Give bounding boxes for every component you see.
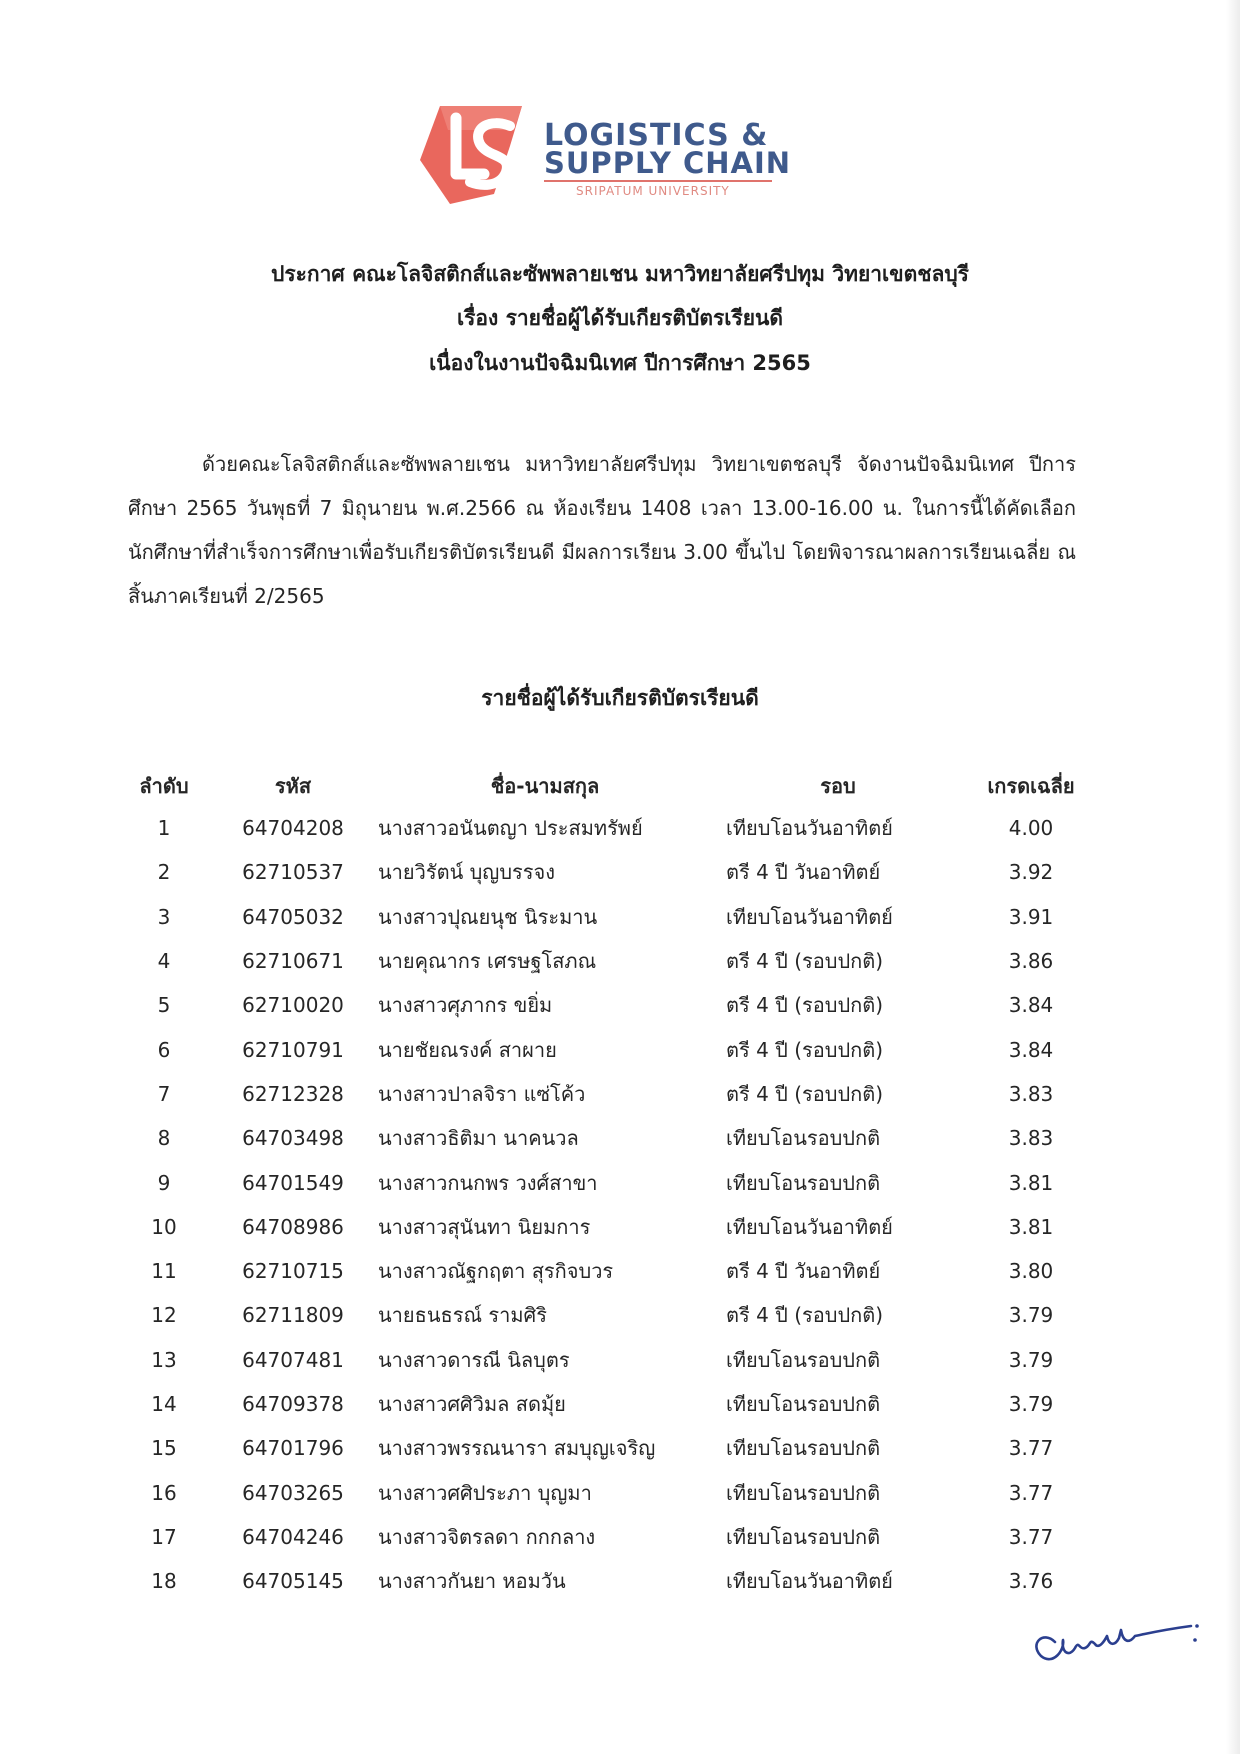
signature-mark — [1025, 1600, 1205, 1680]
cell-no: 2 — [157, 860, 171, 885]
cell-gpa: 3.77 — [1008, 1436, 1054, 1461]
cell-round: ตรี 4 ปี (รอบปกติ) — [726, 1037, 884, 1062]
logo-text-line2: SUPPLY CHAIN — [544, 146, 792, 180]
cell-name: นางสาวอนันตญา ประสมทรัพย์ — [378, 816, 643, 841]
cell-no: 17 — [151, 1524, 177, 1549]
cell-student-id: 64705032 — [242, 904, 344, 929]
announcement-body: ด้วยคณะโลจิสติกส์และซัพพลายเชน มหาวิทยาลัยศรีปทุม วิทยาเขตชลบุรี จัดงานปัจฉิมนิเทศ ปีการศึกษา 2565 วันพุธที่ 7 มิถุนายน พ.ศ.2566 ณ ห้องเรียน 1408 เวลา 13.00-16.00 น. ในการนี้ได้คัดเลือกนักศึกษาที่สำเร็จการศึกษาเพื่อรับเกียรติบัตรเรียนดี มีผลการเรียน 3.00 ขึ้นไป โดยพิจารณาผลการเรียนเฉลี่ย ณ สิ้นภาคเรียนที่ 2/2565 — [128, 452, 1076, 608]
cell-no: 7 — [157, 1081, 171, 1106]
cell-student-id: 64704246 — [242, 1524, 344, 1549]
cell-round: เทียบโอนรอบปกติ — [726, 1524, 881, 1549]
table-row — [112, 1470, 1106, 1514]
cell-name: นางสาวดารณี นิลบุตร — [378, 1347, 570, 1372]
cell-gpa: 3.77 — [1008, 1524, 1054, 1549]
cell-round: ตรี 4 ปี วันอาทิตย์ — [726, 1259, 881, 1284]
table-row — [112, 1426, 1106, 1470]
cell-no: 9 — [157, 1170, 171, 1195]
cell-round: เทียบโอนรอบปกติ — [726, 1436, 881, 1461]
table-row — [112, 1160, 1106, 1204]
cell-round: เทียบโอนวันอาทิตย์ — [726, 1569, 893, 1594]
cell-student-id: 64708986 — [242, 1214, 344, 1239]
announcement-title-line2: เรื่อง รายชื่อผู้ได้รับเกียรติบัตรเรียนดี — [456, 306, 784, 330]
cell-name: นางสาวปุณยนุช นิระมาน — [378, 904, 598, 929]
cell-round: ตรี 4 ปี (รอบปกติ) — [726, 993, 884, 1018]
cell-name: นางสาวศุภากร ขยิ่ม — [378, 993, 553, 1018]
cell-gpa: 3.81 — [1008, 1214, 1054, 1239]
ls-logo-mark-icon — [410, 100, 530, 210]
cell-student-id: 62710671 — [242, 949, 344, 974]
table-row — [112, 1205, 1106, 1249]
cell-gpa: 3.86 — [1008, 949, 1054, 974]
logo-divider — [544, 180, 772, 182]
cell-student-id: 62710537 — [242, 860, 344, 885]
cell-student-id: 62710715 — [242, 1259, 344, 1284]
cell-round: ตรี 4 ปี (รอบปกติ) — [726, 1303, 884, 1328]
cell-student-id: 64703265 — [242, 1480, 344, 1505]
cell-gpa: 3.79 — [1008, 1347, 1054, 1372]
cell-student-id: 64701549 — [242, 1170, 344, 1195]
cell-no: 16 — [151, 1480, 177, 1505]
cell-gpa: 3.92 — [1008, 860, 1054, 885]
table-row — [112, 1072, 1106, 1116]
cell-gpa: 3.76 — [1008, 1569, 1054, 1594]
cell-no: 12 — [151, 1303, 177, 1328]
cell-no: 1 — [157, 816, 171, 841]
table-header-row — [112, 766, 1106, 806]
cell-gpa: 3.83 — [1008, 1081, 1054, 1106]
cell-gpa: 3.81 — [1008, 1170, 1054, 1195]
logo-subtitle: SRIPATUM UNIVERSITY — [576, 184, 730, 198]
cell-name: นางสาวศศิวิมล สดมุ้ย — [378, 1392, 566, 1416]
cell-round: เทียบโอนรอบปกติ — [726, 1347, 881, 1372]
cell-name: นางสาวณัฐกฤตา สุรกิจบวร — [378, 1259, 614, 1284]
cell-name: นายคุณากร เศรษฐโสภณ — [378, 949, 597, 974]
cell-round: เทียบโอนรอบปกติ — [726, 1480, 881, 1505]
cell-student-id: 64709378 — [242, 1392, 344, 1416]
cell-name: นางสาวสุนันทา นิยมการ — [378, 1214, 591, 1239]
table-row — [112, 1027, 1106, 1071]
cell-name: นายวิรัตน์ บุญบรรจง — [378, 860, 556, 885]
cell-no: 13 — [151, 1347, 177, 1372]
cell-gpa: 3.83 — [1008, 1126, 1054, 1151]
cell-name: นางสาวธิติมา นาคนวล — [378, 1126, 579, 1151]
table-row — [112, 1382, 1106, 1426]
cell-name: นายชัยณรงค์ สาผาย — [378, 1037, 557, 1062]
cell-student-id: 64704208 — [242, 816, 344, 841]
cell-no: 10 — [151, 1214, 177, 1239]
column-header-round: รอบ — [820, 774, 856, 798]
cell-student-id: 64701796 — [242, 1436, 344, 1461]
column-header-gpa: เกรดเฉลี่ย — [987, 774, 1075, 798]
cell-gpa: 3.77 — [1008, 1480, 1054, 1505]
cell-no: 18 — [151, 1569, 177, 1594]
cell-student-id: 64703498 — [242, 1126, 344, 1151]
honor-list-table — [112, 766, 1106, 1603]
table-row — [112, 895, 1106, 939]
cell-student-id: 62712328 — [242, 1081, 344, 1106]
cell-student-id: 62711809 — [242, 1303, 344, 1328]
logo-text-line1: LOGISTICS & — [544, 118, 769, 153]
table-row — [112, 1293, 1106, 1337]
cell-name: นางสาวปาลจิรา แซ่โค้ว — [378, 1081, 586, 1106]
cell-round: เทียบโอนวันอาทิตย์ — [726, 1214, 893, 1239]
announcement-title-line1: ประกาศ คณะโลจิสติกส์และซัพพลายเชน มหาวิทยาลัยศรีปทุม วิทยาเขตชลบุรี — [271, 262, 969, 286]
cell-gpa: 3.91 — [1008, 904, 1054, 929]
cell-student-id: 62710791 — [242, 1037, 344, 1062]
list-title: รายชื่อผู้ได้รับเกียรติบัตรเรียนดี — [481, 686, 759, 710]
cell-no: 4 — [157, 949, 171, 974]
cell-no: 15 — [151, 1436, 177, 1461]
cell-name: นางสาวพรรณนารา สมบุญเจริญ — [378, 1436, 656, 1461]
cell-round: เทียบโอนวันอาทิตย์ — [726, 816, 893, 841]
cell-no: 6 — [157, 1037, 171, 1062]
cell-round: เทียบโอนรอบปกติ — [726, 1170, 881, 1195]
cell-student-id: 64707481 — [242, 1347, 344, 1372]
table-row — [112, 1559, 1106, 1603]
cell-no: 11 — [151, 1259, 177, 1284]
table-row — [112, 983, 1106, 1027]
column-header-id: รหัส — [274, 774, 312, 798]
cell-gpa: 3.84 — [1008, 1037, 1054, 1062]
table-row — [112, 1515, 1106, 1559]
cell-round: เทียบโอนรอบปกติ — [726, 1126, 881, 1151]
table-row — [112, 1338, 1106, 1382]
table-row — [112, 1116, 1106, 1160]
cell-no: 14 — [151, 1392, 177, 1416]
cell-gpa: 4.00 — [1008, 816, 1054, 841]
cell-gpa: 3.79 — [1008, 1392, 1054, 1416]
table-row — [112, 850, 1106, 894]
cell-name: นางสาวกันยา หอมวัน — [378, 1569, 566, 1594]
logo — [410, 100, 790, 210]
table-row — [112, 939, 1106, 983]
cell-round: ตรี 4 ปี วันอาทิตย์ — [726, 860, 881, 885]
column-header-no: ลำดับ — [139, 774, 189, 798]
cell-round: ตรี 4 ปี (รอบปกติ) — [726, 1081, 884, 1106]
cell-name: นางสาวกนกพร วงศ์สาขา — [378, 1170, 598, 1195]
cell-gpa: 3.79 — [1008, 1303, 1054, 1328]
table-row — [112, 806, 1106, 850]
cell-student-id: 62710020 — [242, 993, 344, 1018]
cell-name: นายธนธรณ์ รามศิริ — [378, 1303, 547, 1328]
cell-no: 8 — [157, 1126, 171, 1151]
cell-gpa: 3.84 — [1008, 993, 1054, 1018]
cell-name: นางสาวจิตรลดา กกกลาง — [378, 1524, 596, 1549]
cell-gpa: 3.80 — [1008, 1259, 1054, 1284]
cell-round: ตรี 4 ปี (รอบปกติ) — [726, 949, 884, 974]
cell-round: เทียบโอนวันอาทิตย์ — [726, 904, 893, 929]
cell-name: นางสาวศศิประภา บุญมา — [378, 1480, 592, 1505]
table-row — [112, 1249, 1106, 1293]
cell-round: เทียบโอนรอบปกติ — [726, 1392, 881, 1416]
announcement-title-line3: เนื่องในงานปัจฉิมนิเทศ ปีการศึกษา 2565 — [429, 351, 811, 375]
cell-no: 3 — [157, 904, 171, 929]
cell-student-id: 64705145 — [242, 1569, 344, 1594]
column-header-name: ชื่อ-นามสกุล — [490, 774, 600, 798]
cell-no: 5 — [157, 993, 171, 1018]
